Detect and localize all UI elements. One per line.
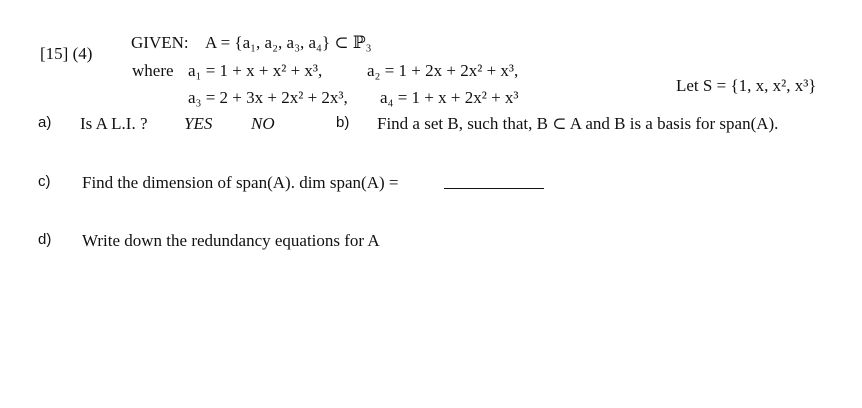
vector-a1: a₁ = 1 + x + x² + x³, (188, 61, 323, 80)
where-label: where (132, 61, 174, 80)
question-b-text: Find a set B, such that, B ⊂ A and B is a basis for span(A). (377, 114, 779, 133)
question-a-label: a) (38, 114, 52, 131)
question-d-text: Write down the redundancy equations for A (82, 231, 380, 250)
question-d-label: d) (38, 231, 52, 248)
vector-a2: a₂ = 1 + 2x + 2x² + x³, (367, 61, 519, 80)
question-c-label: c) (38, 173, 51, 190)
question-c-text: Find the dimension of span(A). dim span(A) = (82, 173, 399, 192)
question-b-label: b) (336, 114, 350, 131)
marks-label: [15] (4) (40, 44, 93, 63)
option-yes[interactable]: YES (184, 114, 213, 133)
option-no[interactable]: NO (251, 114, 275, 133)
vector-a4: a₄ = 1 + x + 2x² + x³ (380, 88, 519, 107)
question-a-text: Is A L.I. ? (80, 114, 148, 133)
answer-blank[interactable] (444, 188, 544, 189)
given-label: GIVEN: (131, 33, 189, 52)
basis-s: Let S = {1, x, x², x³} (676, 76, 817, 95)
given-set: A = {a₁, a₂, a₃, a₄} ⊂ ℙ₃ (205, 33, 372, 52)
vector-a3: a₃ = 2 + 3x + 2x² + 2x³, (188, 88, 348, 107)
